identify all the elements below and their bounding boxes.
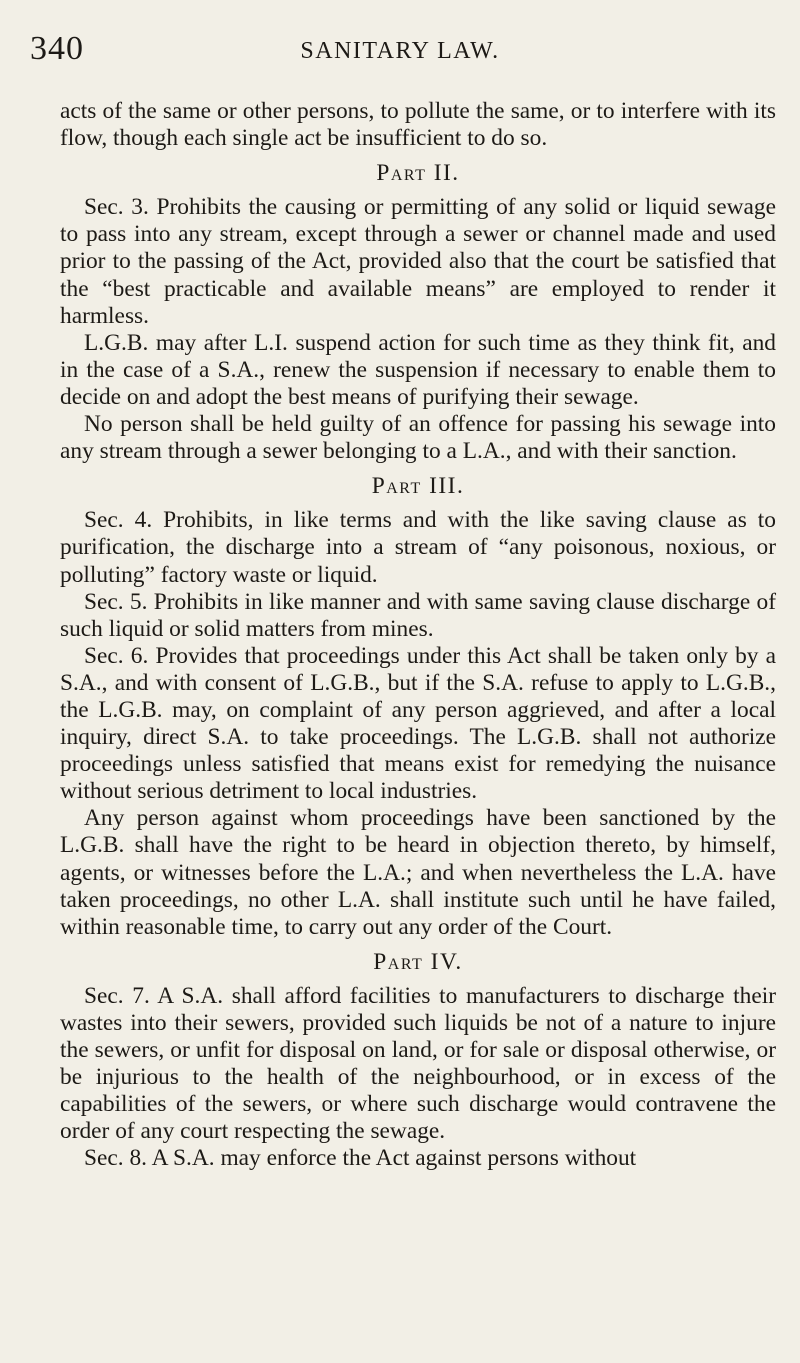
page-header — [30, 30, 770, 70]
no-person-guilty-paragraph: No person shall be held guilty of an offence for passing his sewage into any stream through a sewer belonging to a L.A., and with their sanction. — [60, 411, 776, 465]
page-number: 340 — [30, 30, 84, 67]
section-3-paragraph: Sec. 3. Prohibits the causing or permitting of any solid or liquid sewage to pass into any stream, except through a sewer or channel made and used prior to the passing of the Act, provided also that the court be satisfied that the “best practicable and available means” are employed to render it harmless. — [60, 194, 776, 329]
page-body — [60, 98, 776, 1173]
part-ii-heading: Part II. — [376, 160, 460, 187]
part-iv-heading: Part IV. — [373, 948, 463, 975]
part-iii-heading: Part III. — [371, 473, 465, 500]
lgb-suspension-paragraph: L.G.B. may after L.I. suspend action for such time as they think fit, and in the case of a S.A., renew the suspension if necessary to enable them to decide on and adopt the best means of purifying their sewage. — [60, 329, 776, 410]
section-7-paragraph: Sec. 7. A S.A. shall afford facilities to manufacturers to discharge their wastes into their sewers, provided such liquids be not of a nature to injure the sewers, or unfit for disposal on land, or for sale or disposal otherwise, or be injurious to the health of the neighbourhood, or in excess of the capabilities of the sewers, or where such discharge would contravene the order of any court respecting the sewage. — [60, 982, 776, 1145]
continued-paragraph: acts of the same or other persons, to pollute the same, or to interfere with its flow, though each single act be insufficient to do so. — [60, 98, 776, 152]
section-5-paragraph: Sec. 5. Prohibits in like manner and with same saving clause discharge of such liquid or solid matters from mines. — [60, 588, 776, 642]
section-8-paragraph: Sec. 8. A S.A. may enforce the Act against persons without — [84, 1145, 637, 1172]
section-6-paragraph: Sec. 6. Provides that proceedings under this Act shall be taken only by a S.A., and with consent of L.G.B., but if the S.A. refuse to apply to L.G.B., the L.G.B. may, on complaint of any person aggrieved, and after a local inquiry, direct S.A. to take proceedings. The L.G.B. shall not authorize proceedings unless satisfied that means exist for remedying the nuisance without serious detriment to local industries. — [60, 642, 776, 805]
objection-paragraph: Any person against whom proceedings have been sanctioned by the L.G.B. shall have the right to be heard in objection thereto, by himself, agents, or witnesses before the L.A.; and when nevertheless the L.A. have taken proceedings, no other L.A. shall institute such until he have failed, within reasonable time, to carry out any order of the Court. — [60, 805, 776, 940]
section-4-paragraph: Sec. 4. Prohibits, in like terms and with the like saving clause as to purification, the discharge into a stream of “any poisonous, noxious, or polluting” factory waste or liquid. — [60, 507, 776, 588]
running-title: SANITARY LAW. — [300, 38, 500, 64]
